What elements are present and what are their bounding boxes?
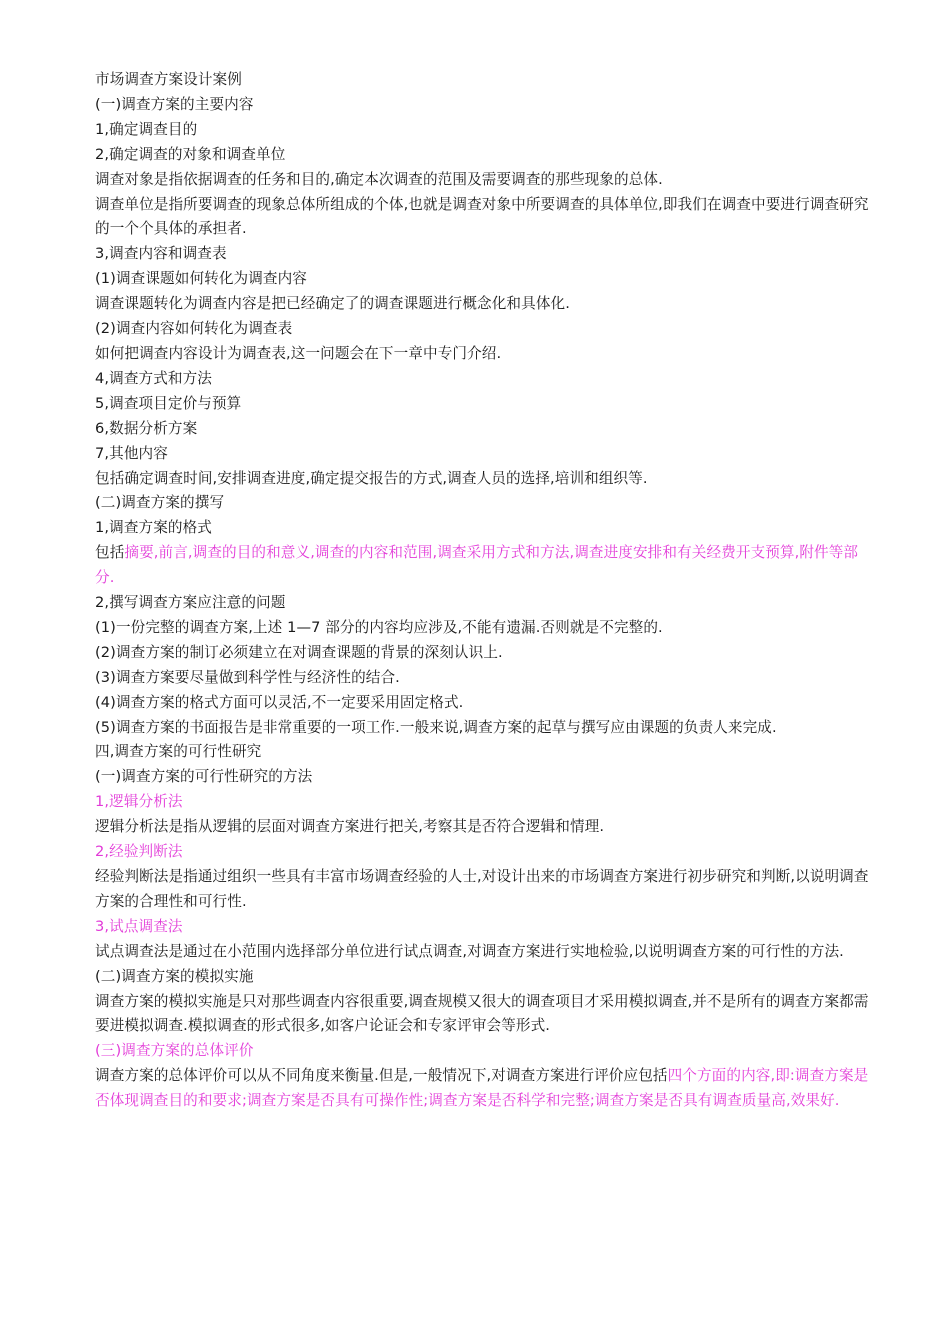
paragraph: 经验判断法是指通过组织一些具有丰富市场调查经验的人士,对设计出来的市场调查方案进行初步研究和判断,以说明调查方案的合理性和可行性.	[95, 868, 869, 910]
item-heading: 1,调查方案的格式	[95, 519, 212, 537]
paragraph-with-highlight	[95, 541, 870, 591]
list-item: (1)一份完整的调查方案,上述 1—7 部分的内容均应涉及,不能有遗漏.否则就是不完整的.	[95, 618, 663, 636]
item-heading: 1,确定调查目的	[95, 120, 198, 138]
highlighted-text: 摘要,前言,调查的目的和意义,调查的内容和范围,调查采用方式和方法,调查进度安排和有关经费开支预算,附件等部分.	[95, 544, 859, 587]
highlighted-heading: 2,经验判断法	[95, 843, 183, 861]
paragraph-text: 调查方案的总体评价可以从不同角度来衡量.但是,一般情况下,对调查方案进行评价应包括	[95, 1067, 668, 1085]
paragraph: 调查对象是指依据调查的任务和目的,确定本次调查的范围及需要调查的那些现象的总体.	[95, 170, 663, 188]
list-item: (5)调查方案的书面报告是非常重要的一项工作.一般来说,调查方案的起草与撰写应由课题的负责人来完成.	[95, 718, 777, 736]
paragraph-with-highlight	[95, 1064, 870, 1114]
document-title: 市场调查方案设计案例	[95, 71, 242, 88]
paragraph: 调查方案的模拟实施是只对那些调查内容很重要,调查规模又很大的调查项目才采用模拟调查,并不是所有的调查方案都需要进模拟调查.模拟调查的形式很多,如客户论证会和专家评审会等形式.	[95, 992, 869, 1035]
section-heading: (二)调查方案的模拟实施	[95, 967, 254, 985]
section-heading: (一)调查方案的主要内容	[95, 95, 254, 113]
item-heading: 7,其他内容	[95, 444, 168, 462]
item-heading: 6,数据分析方案	[95, 419, 198, 437]
section-heading: 四,调查方案的可行性研究	[95, 743, 262, 761]
paragraph: 试点调查法是通过在小范围内选择部分单位进行试点调查,对调查方案进行实地检验,以说明调查方案的可行性的方法.	[95, 942, 844, 960]
item-heading: 2,撰写调查方案应注意的问题	[95, 594, 286, 612]
section-heading: (二)调查方案的撰写	[95, 494, 225, 512]
section-heading: (一)调查方案的可行性研究的方法	[95, 768, 313, 786]
highlighted-text: 四个方面的内容,即:调查方案是否体现调查目的和要求;调查方案是否具有可操作性;调查方案是否科学和完整;调查方案是否具有调查质量高,效果好.	[95, 1067, 869, 1110]
sub-item-heading: (1)调查课题如何转化为调查内容	[95, 270, 307, 288]
paragraph: 调查单位是指所要调查的现象总体所组成的个体,也就是调查对象中所要调查的具体单位,即我们在调查中要进行调查研究的一个个具体的承担者.	[95, 195, 869, 238]
item-heading: 4,调查方式和方法	[95, 369, 212, 387]
item-heading: 5,调查项目定价与预算	[95, 394, 242, 412]
item-heading: 2,确定调查的对象和调查单位	[95, 145, 286, 163]
paragraph: 调查课题转化为调查内容是把已经确定了的调查课题进行概念化和具体化.	[95, 295, 570, 313]
sub-item-heading: (2)调查内容如何转化为调查表	[95, 320, 293, 338]
list-item: (4)调查方案的格式方面可以灵活,不一定要采用固定格式.	[95, 693, 464, 711]
item-heading: 3,调查内容和调查表	[95, 245, 227, 263]
list-item: (2)调查方案的制订必须建立在对调查课题的背景的深刻认识上.	[95, 643, 503, 661]
paragraph: 如何把调查内容设计为调查表,这一问题会在下一章中专门介绍.	[95, 344, 502, 362]
list-item: (3)调查方案要尽量做到科学性与经济性的结合.	[95, 668, 400, 686]
document-body	[95, 68, 870, 1114]
highlighted-heading: 3,试点调查法	[95, 917, 183, 935]
paragraph: 逻辑分析法是指从逻辑的层面对调查方案进行把关,考察其是否符合逻辑和情理.	[95, 818, 605, 836]
highlighted-heading: (三)调查方案的总体评价	[95, 1042, 254, 1060]
highlighted-heading: 1,逻辑分析法	[95, 793, 183, 811]
paragraph-text: 包括	[95, 544, 125, 562]
paragraph: 包括确定调查时间,安排调查进度,确定提交报告的方式,调查人员的选择,培训和组织等.	[95, 469, 648, 487]
